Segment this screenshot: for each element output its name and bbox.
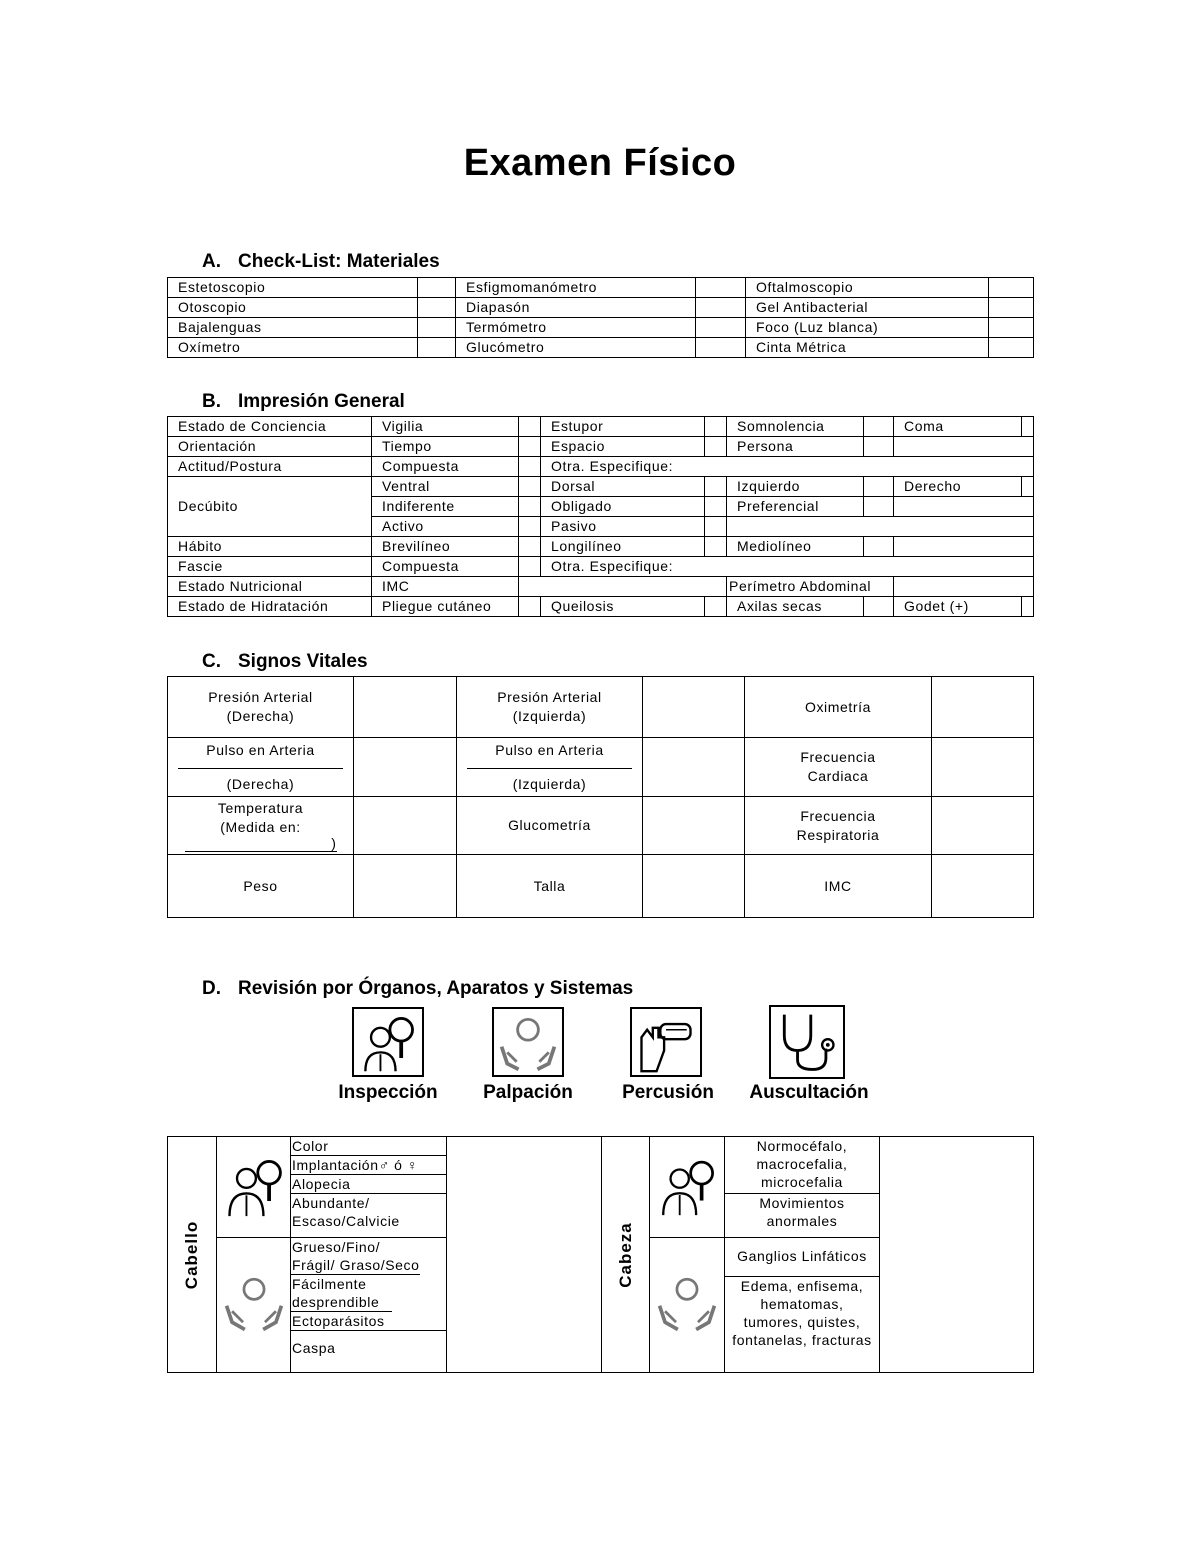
row-label: Fascie [168, 557, 372, 577]
list-item: Abundante/ Escaso/Calvicie [292, 1195, 400, 1229]
checkbox-cell[interactable] [705, 517, 727, 537]
checklist-item: Oxímetro [168, 338, 418, 358]
section-b-letter: B. [202, 391, 221, 412]
option-label: Pliegue cutáneo [372, 597, 519, 617]
checkbox-cell[interactable] [519, 597, 541, 617]
pa-derecha-label [168, 677, 354, 738]
list-item: Edema, enfisema, hematomas, tumores, quistes, fontanelas, fracturas [732, 1278, 872, 1348]
empty-cell [894, 537, 1034, 557]
palpation-icon [221, 1271, 287, 1335]
section-a-label: Check-List: Materiales [238, 251, 440, 272]
checkbox-cell[interactable] [519, 477, 541, 497]
technique-label: Auscultación [749, 1082, 869, 1103]
section-a-heading [202, 251, 440, 273]
cabeza-inspeccion-items [725, 1137, 880, 1238]
inspection-icon [352, 1007, 424, 1077]
cabello-title: Cabello [182, 1220, 201, 1289]
option-label: Vigilia [372, 417, 519, 437]
list-item: Ectoparásitos [291, 1312, 446, 1331]
vitales-table [167, 676, 1034, 918]
value-cell[interactable] [643, 738, 745, 797]
pa-izquierda-label [457, 677, 643, 738]
option-label: Derecho [894, 477, 1022, 497]
option-label: Obligado [541, 497, 705, 517]
label-line: Frecuencia [800, 807, 876, 824]
option-label: Dorsal [541, 477, 705, 497]
section-b-label: Impresión General [238, 391, 405, 412]
checkbox-cell[interactable] [705, 477, 727, 497]
list-item: Fácilmente desprendible [291, 1275, 392, 1312]
label-line: (Izquierda) [512, 708, 587, 724]
checkbox-cell[interactable] [696, 298, 746, 318]
option-label: Somnolencia [727, 417, 864, 437]
option-label: Coma [894, 417, 1022, 437]
checkbox-cell[interactable] [519, 437, 541, 457]
checklist-item: Otoscopio [168, 298, 418, 318]
checkbox-cell[interactable] [705, 417, 727, 437]
value-cell[interactable] [354, 677, 457, 738]
section-d-heading [202, 978, 633, 1000]
impresion-table [167, 416, 1034, 617]
cabello-inspeccion-items [291, 1137, 447, 1238]
row-label: Estado Nutricional [168, 577, 372, 597]
label-line: Frecuencia [800, 749, 876, 765]
checkbox-cell[interactable] [696, 278, 746, 298]
option-label: Izquierdo [727, 477, 864, 497]
checkbox-cell[interactable] [418, 338, 456, 358]
option-label: Tiempo [372, 437, 519, 457]
list-item: Implantación♂ ó ♀ [291, 1156, 446, 1175]
checkbox-cell[interactable] [864, 417, 894, 437]
option-label: Brevilíneo [372, 537, 519, 557]
imc-label: IMC [745, 855, 932, 918]
pulso-derecha-label [168, 738, 354, 797]
label-line: Temperatura [217, 800, 304, 816]
row-label: Decúbito [168, 477, 372, 537]
label-line: (Izquierda) [512, 775, 587, 792]
checklist-item: Bajalenguas [168, 318, 418, 338]
palpation-icon [492, 1007, 564, 1077]
cabello-palpacion-items [291, 1238, 447, 1373]
checklist-item: Cinta Métrica [746, 338, 989, 358]
specify-field[interactable]: Otra. Especifique: [541, 457, 1034, 477]
label-line: Respiratoria [796, 826, 880, 843]
list-item: Movimientos anormales [759, 1195, 845, 1229]
glucometria-label: Glucometría [457, 797, 643, 855]
option-label: Indiferente [372, 497, 519, 517]
checkbox-cell[interactable] [989, 318, 1034, 338]
palpation-icon-cell [217, 1238, 291, 1373]
value-cell[interactable] [643, 855, 745, 918]
temperatura-label [168, 797, 354, 855]
option-label: Axilas secas [727, 597, 864, 617]
checkbox-cell[interactable] [519, 557, 541, 577]
checklist-item: Gel Antibacterial [746, 298, 989, 318]
list-item: Caspa [292, 1340, 336, 1356]
option-label: Pasivo [541, 517, 705, 537]
peso-label: Peso [168, 855, 354, 918]
checklist-item: Glucómetro [456, 338, 696, 358]
cabeza-notes-cell[interactable] [880, 1137, 1034, 1373]
cabello-notes-cell[interactable] [447, 1137, 602, 1373]
stethoscope-icon [769, 1005, 845, 1079]
value-cell[interactable] [932, 797, 1034, 855]
label-line: (Medida en: [220, 819, 301, 835]
option-label: Godet (+) [894, 597, 1022, 617]
talla-label: Talla [457, 855, 643, 918]
value-cell[interactable] [932, 855, 1034, 918]
option-label: Mediolíneo [727, 537, 864, 557]
option-label: Ventral [372, 477, 519, 497]
section-d-label: Revisión por Órganos, Aparatos y Sistemas [238, 978, 634, 999]
checkbox-cell[interactable] [864, 497, 894, 517]
fr-label [745, 797, 932, 855]
checkbox-cell[interactable] [519, 537, 541, 557]
option-label: Preferencial [727, 497, 864, 517]
cabeza-palpacion-items [725, 1238, 880, 1373]
value-cell[interactable] [643, 797, 745, 855]
checkbox-cell[interactable] [696, 318, 746, 338]
list-item: Ganglios Linfáticos [725, 1238, 879, 1277]
section-b-heading [202, 391, 405, 413]
percussion-icon [630, 1007, 702, 1077]
section-a-letter: A. [202, 251, 221, 272]
inspection-icon-cell [650, 1137, 725, 1238]
empty-cell [894, 497, 1034, 517]
checkbox-cell[interactable] [864, 437, 894, 457]
checkbox-cell[interactable] [989, 298, 1034, 318]
row-label: Orientación [168, 437, 372, 457]
fill-line[interactable] [178, 768, 343, 769]
ros-table [167, 1136, 1034, 1373]
palpation-icon [654, 1271, 720, 1335]
imc-input[interactable] [519, 577, 727, 597]
option-label: Espacio [541, 437, 705, 457]
empty-cell [727, 517, 1034, 537]
option-label: Longilíneo [541, 537, 705, 557]
checkbox-cell[interactable] [418, 318, 456, 338]
checkbox-cell[interactable] [519, 457, 541, 477]
value-cell[interactable] [643, 677, 745, 738]
oximetria-label: Oximetría [745, 677, 932, 738]
fill-line[interactable] [185, 837, 337, 852]
section-c-label: Signos Vitales [238, 651, 368, 672]
label-line: Pulso en Arteria [206, 741, 315, 758]
checkbox-cell[interactable] [989, 278, 1034, 298]
checklist-item: Esfigmomanómetro [456, 278, 696, 298]
list-item: Grueso/Fino/ Frágil/ Graso/Seco [292, 1239, 420, 1273]
fc-label [745, 738, 932, 797]
empty-cell [894, 437, 1034, 457]
option-label: Persona [727, 437, 864, 457]
checklist-item: Estetoscopio [168, 278, 418, 298]
cabeza-title: Cabeza [615, 1221, 635, 1288]
checkbox-cell[interactable] [1022, 477, 1034, 497]
checkbox-cell[interactable] [864, 597, 894, 617]
row-label: Estado de Hidratación [168, 597, 372, 617]
fill-line[interactable] [467, 768, 632, 769]
checkbox-cell[interactable] [705, 497, 727, 517]
row-label: Hábito [168, 537, 372, 557]
option-label: Compuesta [372, 457, 519, 477]
checkbox-cell[interactable] [705, 437, 727, 457]
option-label: Perímetro Abdominal [727, 577, 894, 597]
inspection-icon-cell [217, 1137, 291, 1238]
label-line: Presión Arterial [208, 689, 313, 705]
value-cell[interactable] [354, 797, 457, 855]
checkbox-cell[interactable] [1022, 417, 1034, 437]
checklist-item: Termómetro [456, 318, 696, 338]
label-line: (Derecha) [226, 775, 295, 792]
checkbox-cell[interactable] [696, 338, 746, 358]
value-cell[interactable] [932, 738, 1034, 797]
option-label: Activo [372, 517, 519, 537]
label-line: Presión Arterial [497, 689, 602, 705]
checkbox-cell[interactable] [705, 597, 727, 617]
cabeza-title-cell [602, 1137, 650, 1373]
label-line: Cardiaca [807, 768, 869, 784]
option-label: IMC [372, 577, 519, 597]
checklist-item: Foco (Luz blanca) [746, 318, 989, 338]
checkbox-cell[interactable] [864, 537, 894, 557]
row-label: Actitud/Postura [168, 457, 372, 477]
label-line: Pulso en Arteria [495, 741, 604, 758]
checkbox-cell[interactable] [1022, 597, 1034, 617]
perimetro-input[interactable] [894, 577, 1034, 597]
value-cell[interactable] [354, 855, 457, 918]
label-line: ) [331, 835, 337, 851]
palpation-icon-cell [650, 1238, 725, 1373]
section-c-letter: C. [202, 651, 221, 672]
checkbox-cell[interactable] [519, 497, 541, 517]
list-item: Alopecia [291, 1175, 446, 1194]
value-cell[interactable] [932, 677, 1034, 738]
technique-label: Percusión [622, 1082, 714, 1103]
technique-label: Inspección [338, 1082, 438, 1103]
pulso-izquierda-label [457, 738, 643, 797]
list-item: Color [291, 1137, 446, 1156]
checkbox-cell[interactable] [989, 338, 1034, 358]
page-title: Examen Físico [463, 142, 737, 184]
checklist-item: Diapasón [456, 298, 696, 318]
option-label: Compuesta [372, 557, 519, 577]
technique-label: Palpación [483, 1082, 573, 1103]
label-line: (Derecha) [226, 708, 295, 724]
checkbox-cell[interactable] [864, 477, 894, 497]
cabello-title-cell [168, 1137, 217, 1373]
row-label: Estado de Conciencia [168, 417, 372, 437]
checkbox-cell[interactable] [705, 537, 727, 557]
checkbox-cell[interactable] [519, 517, 541, 537]
option-label: Queilosis [541, 597, 705, 617]
list-item: Normocéfalo, macrocefalia, microcefalia [725, 1137, 879, 1194]
value-cell[interactable] [354, 738, 457, 797]
checkbox-cell[interactable] [418, 298, 456, 318]
section-c-heading [202, 651, 368, 673]
checklist-table [167, 277, 1034, 358]
checkbox-cell[interactable] [519, 417, 541, 437]
option-label: Estupor [541, 417, 705, 437]
checklist-item: Oftalmoscopio [746, 278, 989, 298]
inspection-icon [654, 1153, 720, 1217]
specify-field[interactable]: Otra. Especifique: [541, 557, 1034, 577]
section-d-letter: D. [202, 978, 221, 999]
inspection-icon [219, 1152, 289, 1218]
checkbox-cell[interactable] [418, 278, 456, 298]
